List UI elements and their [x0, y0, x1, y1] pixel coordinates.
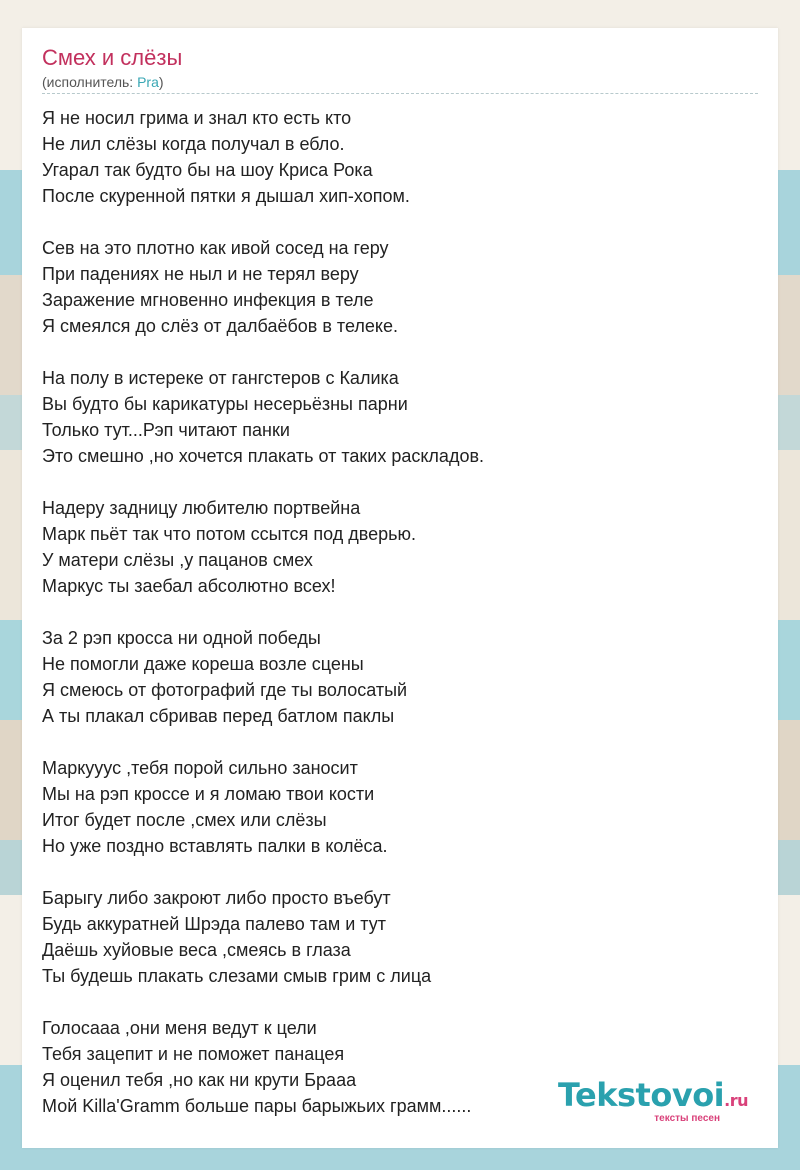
lyric-line: Угарал так будто бы на шоу Криса Рока [42, 160, 373, 180]
lyric-line: Заражение мгновенно инфекция в теле [42, 290, 374, 310]
lyric-line: Ты будешь плакать слезами смыв грим с лица [42, 966, 432, 986]
stanza [42, 755, 484, 859]
lyric-line: Я не носил грима и знал кто есть кто [42, 108, 352, 128]
stanza [42, 885, 484, 989]
lyric-line: Мой Killa'Gramm больше пары барыжьих грамм...... [42, 1096, 472, 1116]
stanza [42, 1015, 484, 1119]
song-title: Смех и слёзы [42, 45, 183, 70]
logo-subtitle: тексты песен [654, 1113, 720, 1124]
lyrics-card [22, 28, 778, 1148]
artist-line [42, 73, 164, 91]
artist-suffix: ) [158, 74, 164, 90]
lyric-line: Только тут...Рэп читают панки [42, 420, 290, 440]
stanza [42, 105, 484, 209]
lyric-line: Тебя зацепит и не поможет панацея [42, 1044, 345, 1064]
lyric-line: Мы на рэп кроссе и я ломаю твои кости [42, 784, 375, 804]
artist-prefix: (исполнитель: [42, 74, 138, 90]
lyrics-body [42, 105, 484, 1145]
lyric-line: После скуренной пятки я дышал хип-хопом. [42, 186, 410, 206]
lyric-line: Но уже поздно вставлять палки в колёса. [42, 836, 388, 856]
lyric-line: Маркууус ,тебя порой сильно заносит [42, 758, 358, 778]
lyric-line: Сев на это плотно как ивой сосед на геру [42, 238, 389, 258]
stanza [42, 495, 484, 599]
logo-name: Tekstovoi [557, 1076, 725, 1114]
artist-link[interactable]: Pra [137, 74, 159, 90]
lyric-line: Не лил слёзы когда получал в ебло. [42, 134, 345, 154]
logo-tld: .ru [724, 1091, 748, 1110]
lyric-line: Надеру задницу любителю портвейна [42, 498, 361, 518]
lyric-line: При падениях не ныл и не терял веру [42, 264, 359, 284]
stanza [42, 365, 484, 469]
lyric-line: Барыгу либо закроют либо просто въебут [42, 888, 391, 908]
lyric-line: Маркус ты заебал абсолютно всех! [42, 576, 336, 596]
stanza [42, 235, 484, 339]
lyric-line: Не помогли даже кореша возле сцены [42, 654, 364, 674]
lyric-line: Вы будто бы карикатуры несерьёзны парни [42, 394, 408, 414]
lyric-line: На полу в истереке от гангстеров с Калика [42, 368, 399, 388]
lyric-line: Будь аккуратней Шрэда палево там и тут [42, 914, 386, 934]
site-logo[interactable] [558, 1077, 748, 1124]
lyric-line: Я смеюсь от фотографий где ты волосатый [42, 680, 408, 700]
lyric-line: Даёшь хуйовые веса ,смеясь в глаза [42, 940, 351, 960]
lyric-line: У матери слёзы ,у пацанов смех [42, 550, 313, 570]
lyric-line: Это смешно ,но хочется плакать от таких раскладов. [42, 446, 485, 466]
lyric-line: А ты плакал сбривав перед батлом паклы [42, 706, 395, 726]
lyric-line: Марк пьёт так что потом ссытся под дверью. [42, 524, 416, 544]
stanza [42, 625, 484, 729]
lyric-line: Итог будет после ,смех или слёзы [42, 810, 327, 830]
lyric-line: За 2 рэп кросса ни одной победы [42, 628, 321, 648]
lyric-line: Голосааа ,они меня ведут к цели [42, 1018, 317, 1038]
lyric-line: Я оценил тебя ,но как ни крути Брааа [42, 1070, 357, 1090]
divider [42, 93, 758, 94]
lyric-line: Я смеялся до слёз от далбаёбов в телеке. [42, 316, 398, 336]
